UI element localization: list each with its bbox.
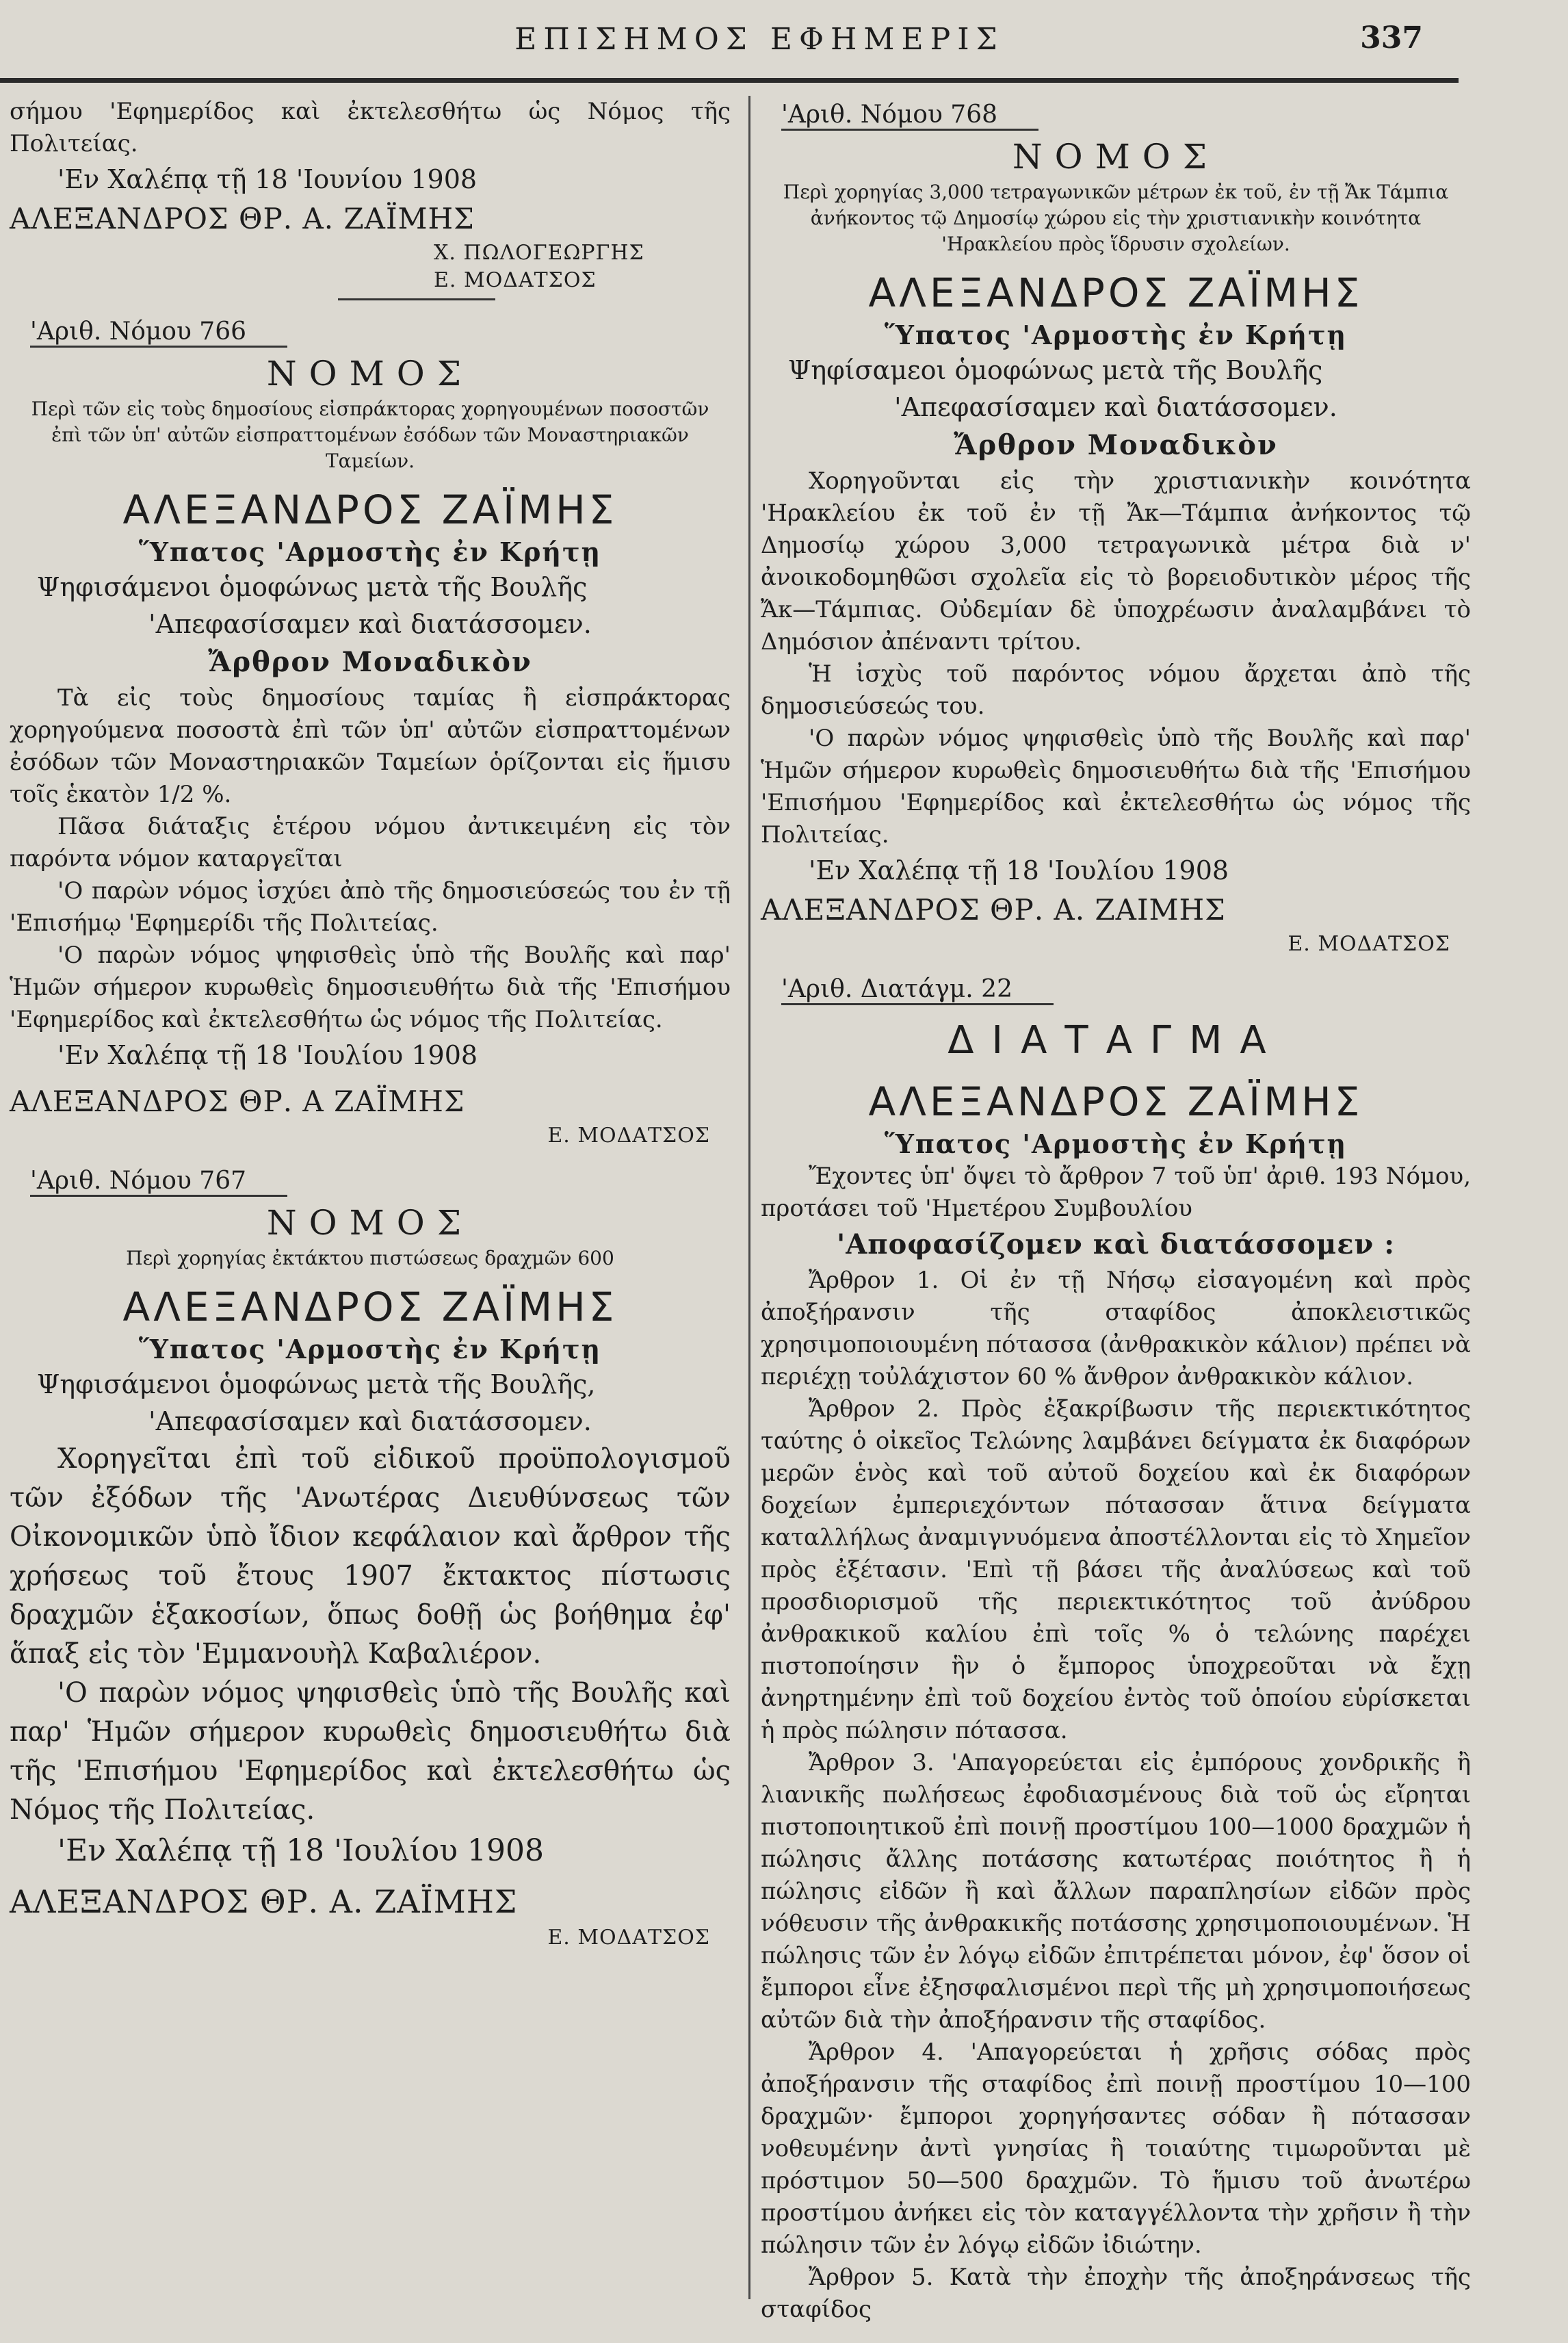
law-767-regent-title: Ὕπατος 'Αρμοστὴς ἐν Κρήτῃ <box>138 1334 602 1364</box>
law-767-number: 'Αριθ. Νόμου 767 <box>10 1162 731 1200</box>
decree-22-number: 'Αριθ. Διατάγμ. 22 <box>761 970 1471 1009</box>
spacer <box>10 1872 731 1879</box>
law-766-paragraph-2: Πᾶσα διάταξις ἑτέρου νόμου ἀντικειμένη εἰς τὸν παρόντα νόμον καταργεῖται <box>10 813 731 872</box>
law-766-signer: ΑΛΕΞΑΝΔΡΟΣ ΘΡ. Α ΖΑΪΜΗΣ <box>10 1085 465 1118</box>
law-768-paragraph-2: Ἡ ἰσχὺς τοῦ παρόντος νόμου ἄρχεται ἀπὸ τῆς δημοσιεύσεώς του. <box>761 660 1471 720</box>
page-header <box>0 19 1568 67</box>
section-rule <box>338 298 495 300</box>
spacer <box>10 1074 731 1081</box>
law-767-paragraph-2: 'Ο παρὼν νόμος ψηφισθεὶς ὑπὸ τῆς Βουλῆς καὶ παρ' Ἡμῶν σήμερον κυρωθεὶς δημοσιευθήτω διὰ τῆς 'Επισήμου 'Εφημερίδος καὶ ἐκτελεσθήτω ὡς Νόμος τῆς Πολιτείας. <box>10 1677 731 1826</box>
law-768 <box>761 96 1471 958</box>
law-768-paragraph-1: Χορηγοῦνται εἰς τὴν χριστιανικὴν κοινότητα 'Ηρακλείου ἐκ τοῦ ἐν τῇ Ἄκ—Τάμπια ἀνήκοντος τῷ Δημοσίῳ χώρου 3,000 τετραγωνικὰ μέτρα διὰ ν' ἀνοικοδομηθῶσι σχολεῖα εἰς τὸ βορειοδυτικὸν μέρος τῆς Ἄκ—Τάμπιας. Οὐδεμίαν δὲ ὑποχρέωσιν ἀναλαμβάνει τὸ Δημόσιον ἀπέναντι τρίτου. <box>761 467 1471 656</box>
law-765-place-date: 'Εν Χαλέπᾳ τῇ 18 'Ιουνίου 1908 <box>57 164 478 194</box>
law-765-tail <box>10 96 731 300</box>
law-766-article: Ἄρθρον Μοναδικὸν <box>208 646 532 678</box>
decree-22-article-1: Ἄρθρον 1. Οἱ ἐν τῇ Νήσῳ εἰσαγομένη καὶ πρὸς ἀποξήρανσιν τῆς σταφίδος ἀποκλειστικῶς χρησιμοποιουμένη πότασσα (ἀνθρακικὸν κάλιον) πρέπει νὰ περιέχῃ τοὐλάχιστον 60 % ἄνθρον ἀνθρακικὸν κάλιον. <box>761 1267 1471 1390</box>
law-768-heading: ΝΟΜΟΣ <box>1012 137 1220 177</box>
law-766-subject: Περὶ τῶν εἰς τοὺς δημοσίους εἰσπράκτορας χορηγουμένων ποσοστῶν ἐπὶ τῶν ὑπ' αὐτῶν εἰσπραττομένων ἐσόδων τῶν Μοναστηριακῶν Ταμείων. <box>31 398 709 472</box>
decree-22-decided: 'Αποφασίζομεν καὶ διατάσσομεν : <box>837 1228 1395 1260</box>
law-767-heading: ΝΟΜΟΣ <box>266 1203 474 1243</box>
law-766-minister: Ε. ΜΟΔΑΤΣΟΣ <box>547 1124 710 1148</box>
law-766 <box>10 313 731 1150</box>
decree-22-regent-title: Ὕπατος 'Αρμοστὴς ἐν Κρήτῃ <box>884 1128 1348 1159</box>
decree-22-article-5: Ἄρθρον 5. Κατὰ τὴν ἐποχὴν τῆς ἀποξηράνσεως τῆς σταφίδος <box>761 2264 1471 2323</box>
law-767-regent: ΑΛΕΞΑΝΔΡΟΣ ΖΑΪΜΗΣ <box>122 1284 618 1330</box>
law-768-number: 'Αριθ. Νόμου 768 <box>761 96 1471 134</box>
law-765-closing-text: σήμου 'Εφημερίδος καὶ ἐκτελεσθήτω ὡς Νόμος τῆς Πολιτείας. <box>10 98 731 157</box>
page-number: 337 <box>1360 21 1423 55</box>
law-766-voted: Ψηφισάμενοι ὁμοφώνως μετὰ τῆς Βουλῆς <box>37 572 588 602</box>
law-768-place-date: 'Εν Χαλέπᾳ τῇ 18 'Ιουλίου 1908 <box>809 855 1229 885</box>
law-765-minister-2: Ε. ΜΟΔΑΤΣΟΣ <box>434 268 597 292</box>
law-767-minister: Ε. ΜΟΔΑΤΣΟΣ <box>547 1926 710 1950</box>
law-768-voted: Ψηφίσαμεοι ὁμοφώνως μετὰ τῆς Βουλῆς <box>788 355 1323 385</box>
decree-22-preamble: Ἔχοντες ὑπ' ὄψει τὸ ἄρθρον 7 τοῦ ὑπ' ἀριθ. 193 Νόμου, προτάσει τοῦ 'Ημετέρου Συμβουλίου <box>761 1163 1471 1222</box>
law-767-subject: Περὶ χορηγίας ἐκτάκτου πιστώσεως δραχμῶν 600 <box>126 1247 614 1269</box>
law-766-heading: ΝΟΜΟΣ <box>266 354 474 393</box>
law-767-signer: ΑΛΕΞΑΝΔΡΟΣ ΘΡ. Α. ΖΑΪΜΗΣ <box>10 1883 518 1920</box>
column-divider <box>748 96 750 2299</box>
law-766-decided: 'Απεφασίσαμεν καὶ διατάσσομεν. <box>148 609 592 639</box>
left-column <box>10 96 737 2306</box>
law-766-regent: ΑΛΕΞΑΝΔΡΟΣ ΖΑΪΜΗΣ <box>122 487 618 533</box>
right-column <box>761 96 1479 2323</box>
law-768-decided: 'Απεφασίσαμεν καὶ διατάσσομεν. <box>894 392 1337 422</box>
law-767-voted: Ψηφισάμενοι ὁμοφώνως μετὰ τῆς Βουλῆς, <box>37 1369 596 1399</box>
law-766-number: 'Αριθ. Νόμου 766 <box>10 313 731 351</box>
law-768-paragraph-3: 'Ο παρὼν νόμος ψηφισθεὶς ὑπὸ τῆς Βουλῆς καὶ παρ' Ἡμῶν σήμερον κυρωθεὶς δημοσιευθήτω διὰ τῆς 'Επισήμου 'Επισήμου 'Εφημερίδος καὶ ἐκτελεσθήτω ὡς νόμος τῆς Πολιτείας. <box>761 725 1471 849</box>
law-768-signer: ΑΛΕΞΑΝΔΡΟΣ ΘΡ. Α. ΖΑΙΜΗΣ <box>761 893 1226 927</box>
decree-22-regent: ΑΛΕΞΑΝΔΡΟΣ ΖΑΪΜΗΣ <box>868 1078 1363 1125</box>
law-765-signer: ΑΛΕΞΑΝΔΡΟΣ ΘΡ. Α. ΖΑΪΜΗΣ <box>10 202 475 235</box>
law-768-regent-title: Ὕπατος 'Αρμοστὴς ἐν Κρήτῃ <box>884 320 1348 350</box>
law-766-paragraph-1: Τὰ εἰς τοὺς δημοσίους ταμίας ἢ εἰσπράκτορας χορηγούμενα ποσοστὰ ἐπὶ τῶν ὑπ' αὐτῶν εἰσπραττομένων ἐσόδων τῶν Μοναστηριακῶν Ταμείων ὁρίζονται εἰς ἥμισυ τοῖς ἑκατὸν 1/2 %. <box>10 684 731 808</box>
law-768-regent: ΑΛΕΞΑΝΔΡΟΣ ΖΑΪΜΗΣ <box>868 270 1363 316</box>
law-766-paragraph-3: 'Ο παρὼν νόμος ἰσχύει ἀπὸ τῆς δημοσιεύσεώς του ἐν τῇ 'Επισήμῳ 'Εφημερίδι τῆς Πολιτείας. <box>10 877 731 937</box>
header-rule <box>0 78 1459 83</box>
law-765-minister-1: Χ. ΠΩΛΟΓΕΩΡΓΗΣ <box>434 241 644 265</box>
decree-22-article-3: Ἄρθρον 3. 'Απαγορεύεται εἰς ἐμπόρους χονδρικῆς ἢ λιανικῆς πωλήσεως ἐφοδιασμένους διὰ τοῦ ὡς εἴρηται πιστοποιητικοῦ ἐπὶ ποινῇ προστίμου 100—1000 δραχμῶν ἡ πώλησις ἄλλης ποτάσσης κατωτέρας ποιότητος ἢ ἡ πώλησις εἰδῶν ἢ καὶ ἄλλων παραπλησίων εἰδῶν πρὸς νόθευσιν τῆς ἀνθρακικῆς ποτάσσης χρησιμοποιουμένων. Ἡ πώλησις τῶν ἐν λόγῳ εἰδῶν ἐπιτρέπεται μόνον, ἐφ' ὅσον οἱ ἔμποροι εἶνε ἐξησφαλισμένοι περὶ τῆς μὴ χρησιμοποιήσεως αὐτῶν διὰ τὴν ἀποξήρανσιν τῆς σταφίδος. <box>761 1749 1471 2034</box>
law-768-article: Ἄρθρον Μοναδικὸν <box>954 429 1278 461</box>
law-766-paragraph-4: 'Ο παρὼν νόμος ψηφισθεὶς ὑπὸ τῆς Βουλῆς καὶ παρ' Ἡμῶν σήμερον κυρωθεὶς δημοσιευθήτω διὰ τῆς 'Επισήμου 'Εφημερίδος καὶ ἐκτελεσθήτω ὡς νόμος τῆς Πολιτείας. <box>10 942 731 1033</box>
law-768-subject: Περὶ χορηγίας 3,000 τετραγωνικῶν μέτρων ἐκ τοῦ, ἐν τῇ Ἄκ Τάμπια ἀνήκοντος τῷ Δημοσίῳ χώρου εἰς τὴν χριστιανικὴν κοινότητα 'Ηρακλείου πρὸς ἵδρυσιν σχολείων. <box>783 181 1449 255</box>
law-766-regent-title: Ὕπατος 'Αρμοστὴς ἐν Κρήτῃ <box>138 536 602 567</box>
decree-22 <box>761 970 1471 2326</box>
law-766-place-date: 'Εν Χαλέπᾳ τῇ 18 'Ιουλίου 1908 <box>57 1040 478 1070</box>
law-768-minister: Ε. ΜΟΔΑΤΣΟΣ <box>1288 932 1450 956</box>
law-767-place-date: 'Εν Χαλέπᾳ τῇ 18 'Ιουλίου 1908 <box>57 1833 545 1868</box>
law-767-decided: 'Απεφασίσαμεν καὶ διατάσσομεν. <box>148 1406 592 1436</box>
law-767-paragraph-1: Χορηγεῖται ἐπὶ τοῦ εἰδικοῦ προϋπολογισμοῦ τῶν ἐξόδων τῆς 'Ανωτέρας Διευθύνσεως τῶν Οἰκονομικῶν ὑπὸ ἴδιον κεφάλαιον καὶ ἄρθρον τῆς χρήσεως τοῦ ἔτους 1907 ἔκτακτος πίστωσις δραχμῶν ἑξακοσίων, ὅπως δοθῇ ὡς βοήθημα ἐφ' ἅπαξ εἰς τὸν 'Εμμανουὴλ Καβαλιέρον. <box>10 1443 731 1670</box>
gazette-title: ΕΠΙΣΗΜΟΣ ΕΦΗΜΕΡΙΣ <box>514 22 1004 57</box>
decree-22-article-2: Ἄρθρον 2. Πρὸς ἐξακρίβωσιν τῆς περιεκτικότητος ταύτης ὁ οἰκεῖος Τελώνης λαμβάνει δείγματα ἐκ διαφόρων μερῶν ἑνὸς καὶ τοῦ αὐτοῦ δοχείου καὶ ἐκ διαφόρων δοχείων ἐμπεριεχόντων πότασσαν ἅτινα δείγματα καταλλήλως ἀναμιγνυόμενα ἀποστέλλονται εἰς τὸ Χημεῖον πρὸς ἐξέτασιν. 'Επὶ τῇ βάσει τῆς ἀναλύσεως καὶ τοῦ προσδιορισμοῦ τῆς περιεκτικότητος τοῦ ἀνύδρου ἀνθρακικοῦ καλίου ἐπὶ τοῖς % ὁ τελώνης παρέχει πιστοποίησιν ἣν ὁ ἔμπορος ὑποχρεοῦται νὰ ἔχῃ ἀνηρτημένην ἐπὶ τοῦ δοχείου ἐντὸς τοῦ ὁποίου εὑρίσκεται ἡ πρὸς πώλησιν πότασσα. <box>761 1395 1471 1744</box>
decree-22-heading: ΔΙΑΤΑΓΜΑ <box>948 1018 1284 1063</box>
decree-22-article-4: Ἄρθρον 4. 'Απαγορεύεται ἡ χρῆσις σόδας πρὸς ἀποξήρανσιν τῆς σταφίδος ἐπὶ ποινῇ προστίμου 10—100 δραχμῶν· ἔμποροι χορηγήσαντες σόδαν ἢ πότασσαν νοθευμένην ἀντὶ γνησίας ἢ τοιαύτης τιμωροῦνται μὲ πρόστιμον 50—500 δραχμῶν. Τὸ ἥμισυ τοῦ ἀνωτέρω προστίμου ἀνήκει εἰς τὸν καταγγέλλοντα τὴν χρῆσιν ἢ τὴν πώλησιν τῶν ἐν λόγῳ εἰδῶν ἰδιώτην. <box>761 2038 1471 2259</box>
law-767 <box>10 1162 731 1952</box>
